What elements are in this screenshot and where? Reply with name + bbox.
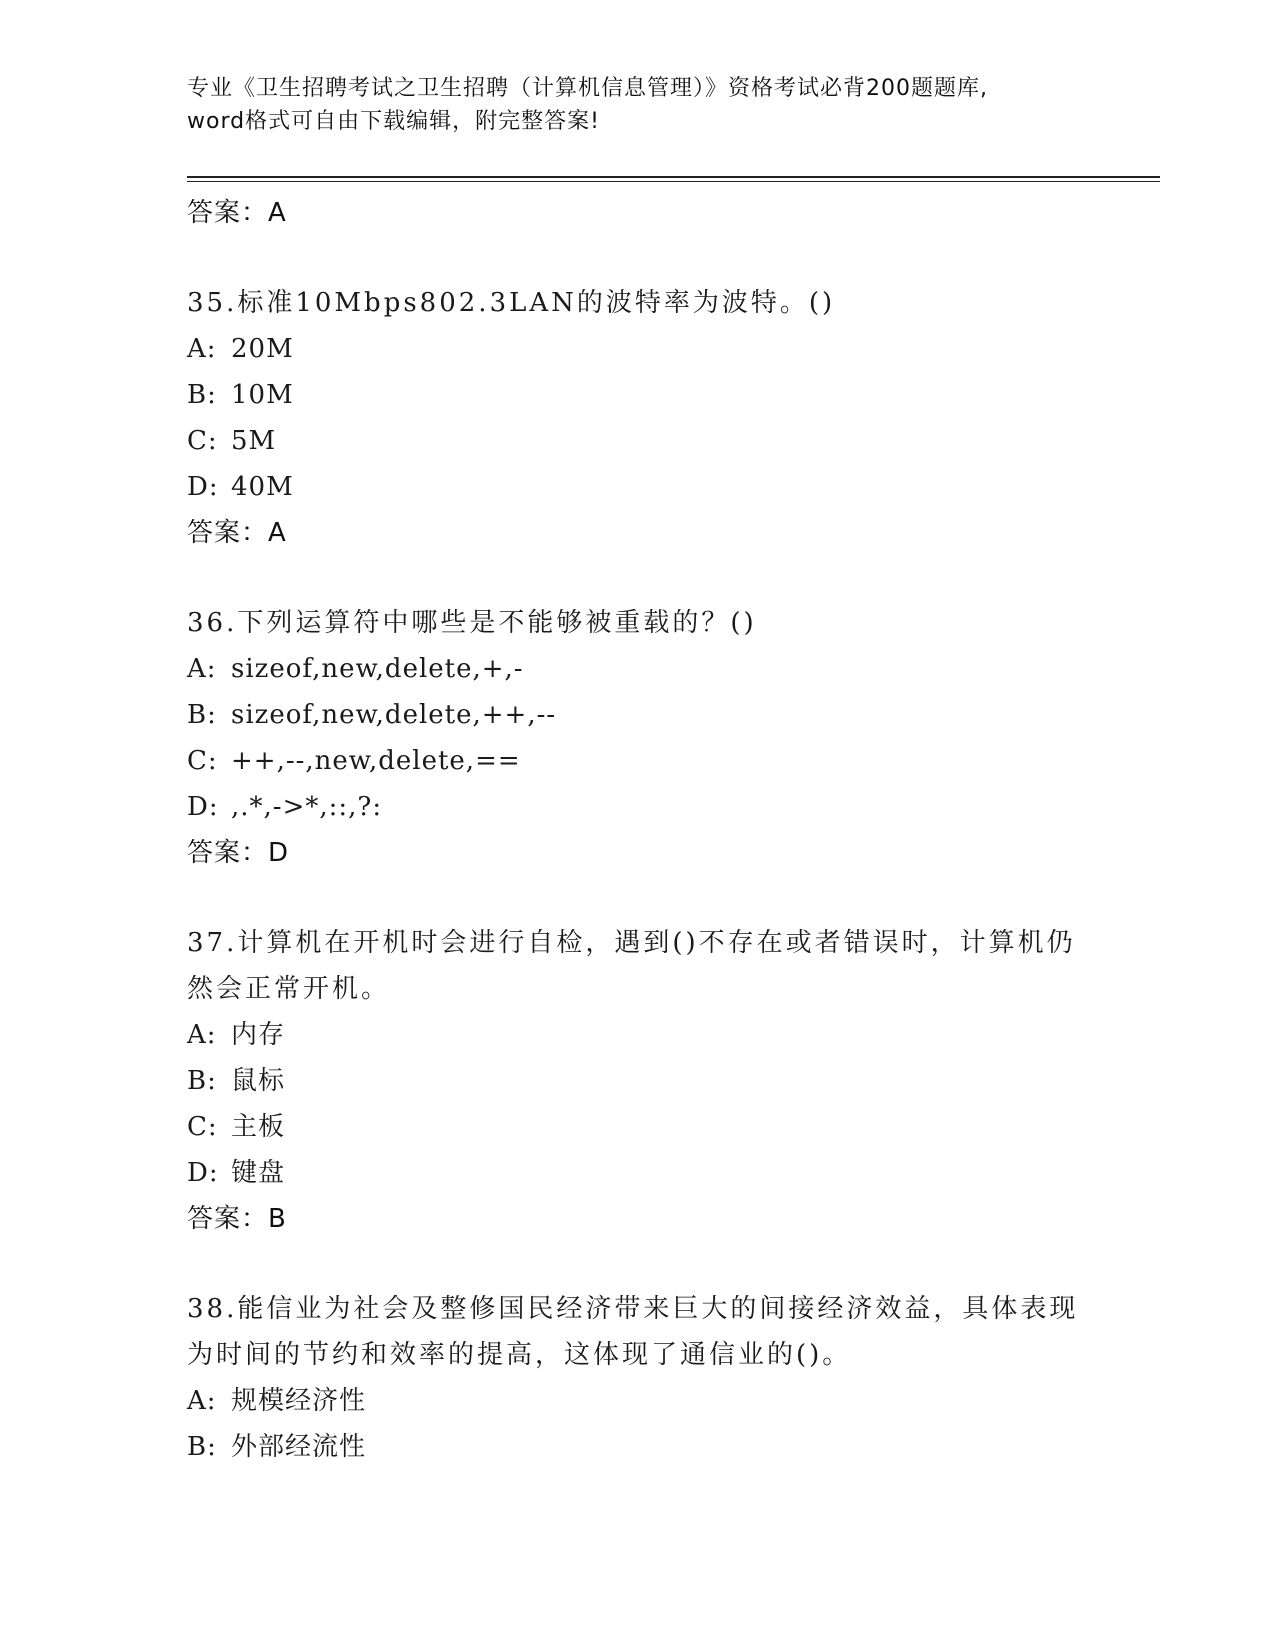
option-letter: B: bbox=[187, 700, 217, 730]
option-letter: C: bbox=[187, 426, 218, 456]
option-text: 规模经济性 bbox=[231, 1386, 367, 1416]
answer-line: 答案：A bbox=[187, 518, 287, 548]
option-letter: C: bbox=[187, 1112, 218, 1142]
option-letter: A: bbox=[187, 334, 217, 364]
option-text: 20M bbox=[231, 334, 294, 364]
question-stem: 37.计算机在开机时会进行自检，遇到()不存在或者错误时，计算机仍然会正常开机。 bbox=[187, 928, 1076, 1004]
option-text: 10M bbox=[231, 380, 294, 410]
option-letter: D: bbox=[187, 792, 219, 822]
header-line-1: 专业《卫生招聘考试之卫生招聘（计算机信息管理）》资格考试必背200题题库, bbox=[187, 76, 988, 101]
header-divider-thick bbox=[187, 176, 1160, 178]
option-text: 内存 bbox=[231, 1020, 286, 1050]
option-letter: C: bbox=[187, 746, 218, 776]
option-d bbox=[187, 1150, 1087, 1196]
option-letter: B: bbox=[187, 1432, 217, 1462]
document-header bbox=[187, 72, 1087, 138]
question-stem: 38.能信业为社会及整修国民经济带来巨大的间接经济效益，具体表现为时间的节约和效率的提高，这体现了通信业的()。 bbox=[187, 1294, 1079, 1370]
option-text: 主板 bbox=[231, 1112, 286, 1142]
option-letter: A: bbox=[187, 654, 217, 684]
option-letter: D: bbox=[187, 472, 219, 502]
option-text: 5M bbox=[231, 426, 277, 456]
option-text: ++,--,new,delete,== bbox=[231, 746, 521, 776]
header-line-2: word格式可自由下载编辑，附完整答案! bbox=[187, 109, 600, 134]
answer-line: 答案：B bbox=[187, 1204, 287, 1234]
option-letter: B: bbox=[187, 1066, 217, 1096]
option-c bbox=[187, 418, 1087, 464]
option-d bbox=[187, 784, 1087, 830]
answer-line: 答案：D bbox=[187, 838, 290, 868]
option-b bbox=[187, 1424, 1087, 1470]
option-text: 键盘 bbox=[231, 1158, 286, 1188]
option-a bbox=[187, 1378, 1087, 1424]
question-list bbox=[187, 190, 1087, 1470]
spacer bbox=[187, 236, 1087, 280]
option-text: sizeof,new,delete,+,- bbox=[231, 654, 524, 684]
question-stem: 35.标准10Mbps802.3LAN的波特率为波特。() bbox=[187, 288, 836, 318]
option-text: 外部经流性 bbox=[231, 1432, 367, 1462]
question-block bbox=[187, 280, 1087, 556]
option-a bbox=[187, 1012, 1087, 1058]
option-c bbox=[187, 738, 1087, 784]
option-text: sizeof,new,delete,++,-- bbox=[231, 700, 557, 730]
option-b bbox=[187, 372, 1087, 418]
question-block bbox=[187, 600, 1087, 876]
option-a bbox=[187, 646, 1087, 692]
option-a bbox=[187, 326, 1087, 372]
option-d bbox=[187, 464, 1087, 510]
option-letter: D: bbox=[187, 1158, 219, 1188]
option-b bbox=[187, 1058, 1087, 1104]
option-text: 40M bbox=[231, 472, 294, 502]
option-letter: A: bbox=[187, 1386, 217, 1416]
option-text: 鼠标 bbox=[231, 1066, 286, 1096]
spacer bbox=[187, 876, 1087, 920]
spacer bbox=[187, 556, 1087, 600]
question-block bbox=[187, 1286, 1087, 1470]
option-b bbox=[187, 692, 1087, 738]
answer-line: 答案：A bbox=[187, 198, 287, 228]
option-letter: B: bbox=[187, 380, 217, 410]
spacer bbox=[187, 1242, 1087, 1286]
option-c bbox=[187, 1104, 1087, 1150]
question-stem: 36.下列运算符中哪些是不能够被重载的？() bbox=[187, 608, 757, 638]
option-text: ,.*,->*,::,?: bbox=[231, 792, 383, 822]
option-letter: A: bbox=[187, 1020, 217, 1050]
question-block bbox=[187, 920, 1087, 1242]
header-divider-thin bbox=[187, 181, 1160, 182]
